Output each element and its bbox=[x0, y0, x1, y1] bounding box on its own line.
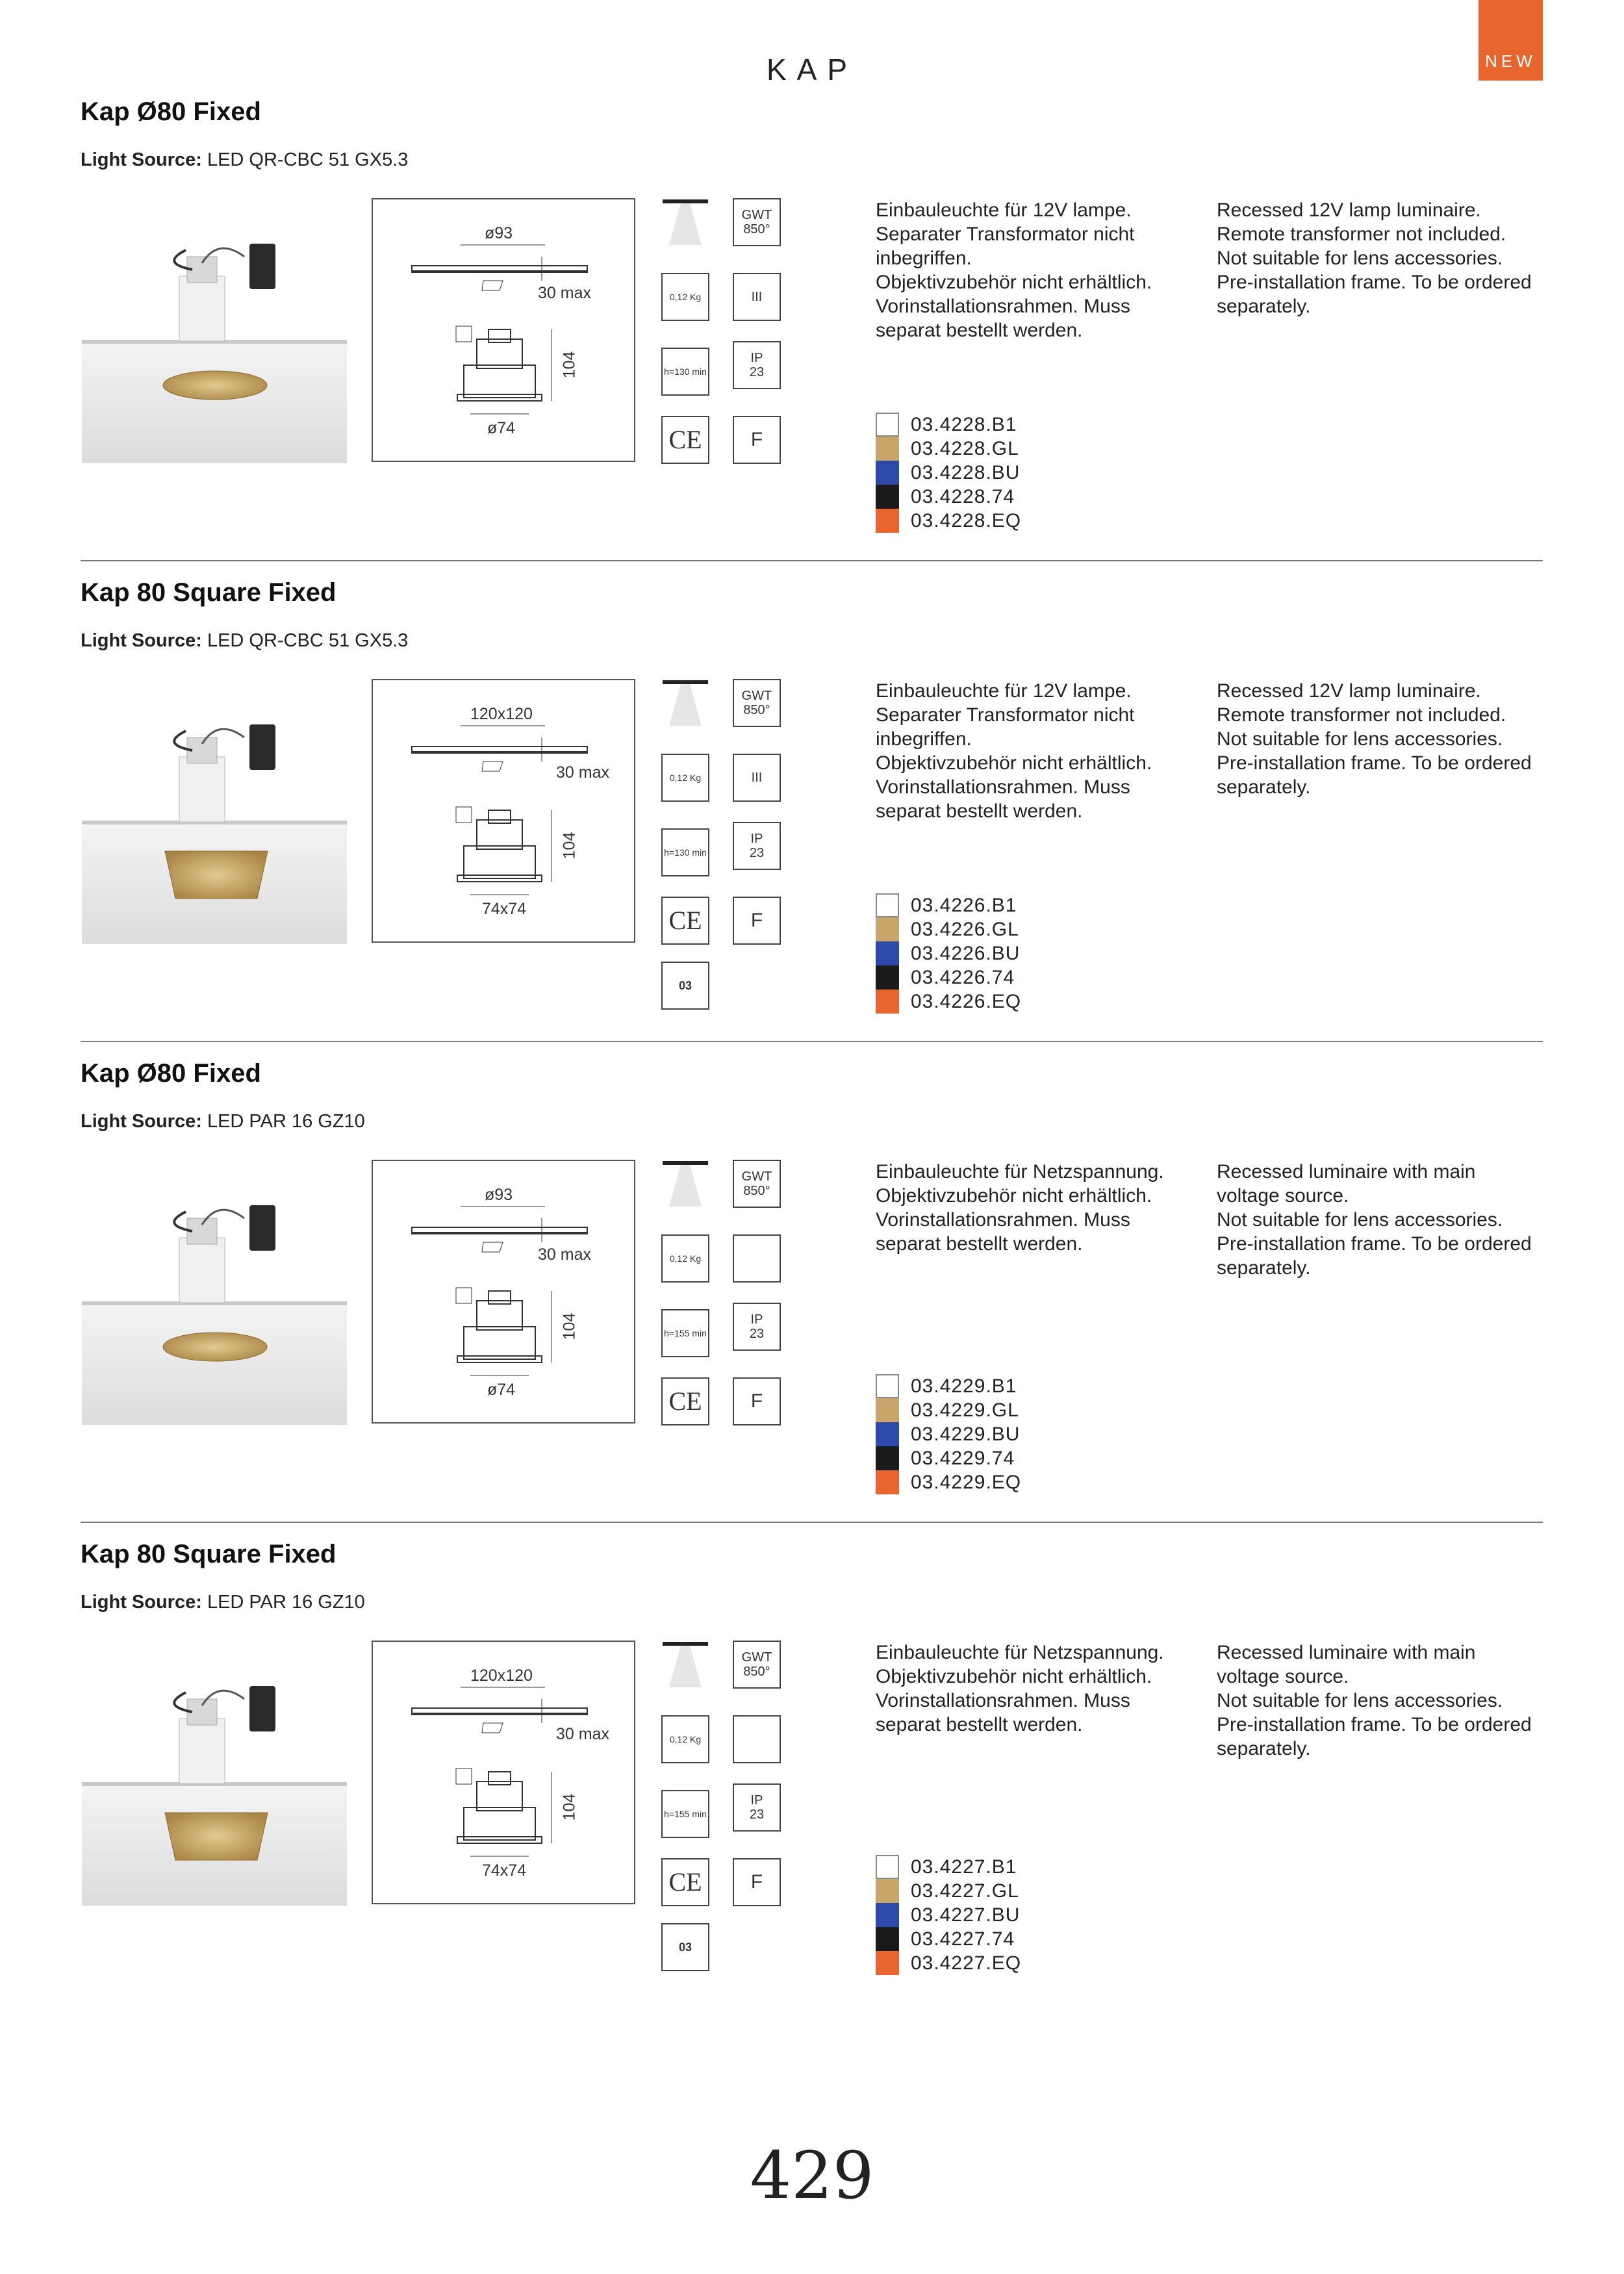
ce-mark-icon-label: CE bbox=[668, 906, 702, 935]
description-en: Recessed 12V lamp luminaire. Remote transformer not included. Not suitable for lens accessories. Pre-installation frame. To be ordered separately. bbox=[1217, 199, 1532, 317]
mounting-height-icon bbox=[661, 1790, 709, 1838]
gwt-icon-content bbox=[742, 1169, 772, 1198]
light-source-value: LED PAR 16 GZ10 bbox=[207, 1111, 365, 1132]
light-source-label: Light Source: bbox=[81, 1592, 202, 1613]
mounting-height-icon-label: h=155 min bbox=[664, 1809, 707, 1819]
light-source-value: LED PAR 16 GZ10 bbox=[207, 1592, 365, 1613]
product-section bbox=[0, 578, 1624, 1059]
dim-height: 104 bbox=[560, 351, 579, 379]
code-row bbox=[876, 437, 1021, 461]
code-row bbox=[876, 1855, 1021, 1879]
code-row bbox=[876, 1398, 1021, 1422]
light-source bbox=[81, 1592, 365, 1613]
ce-mark-icon-content bbox=[668, 425, 702, 454]
code-text: 03.4229.GL bbox=[911, 1399, 1019, 1421]
article-codes bbox=[876, 893, 1021, 1014]
product-title: Kap 80 Square Fixed bbox=[81, 1540, 336, 1568]
ip-icon-value: 23 bbox=[749, 1808, 765, 1822]
f-mark-icon bbox=[733, 416, 781, 464]
beam-icon bbox=[661, 1641, 709, 1689]
f-mark-icon-label: F bbox=[750, 1390, 763, 1412]
light-source bbox=[81, 149, 408, 171]
class-icon-content bbox=[752, 290, 763, 304]
f-mark-icon bbox=[733, 1377, 781, 1425]
mounting-height-icon bbox=[661, 348, 709, 396]
gwt-icon-label: GWT bbox=[741, 1169, 772, 1184]
code-row bbox=[876, 1374, 1021, 1398]
gwt-icon-value: 850° bbox=[743, 222, 770, 236]
dim-side: 30 max bbox=[556, 763, 609, 782]
technical-drawing bbox=[372, 1641, 635, 1904]
color-swatch bbox=[876, 1879, 899, 1903]
ce-mark-icon bbox=[661, 897, 709, 945]
code-text: 03.4229.EQ bbox=[911, 1471, 1022, 1493]
product-photo bbox=[82, 1160, 347, 1425]
description-en: Recessed luminaire with main voltage source. Not suitable for lens accessories. Pre-installation frame. To be ordered separately. bbox=[1217, 1642, 1532, 1759]
code-text: 03.4228.GL bbox=[911, 437, 1019, 459]
new-badge: NEW bbox=[1478, 0, 1543, 81]
light-source-value: LED QR-CBC 51 GX5.3 bbox=[207, 149, 409, 170]
dim-top: 120x120 bbox=[470, 1667, 533, 1685]
gwt-icon bbox=[733, 679, 781, 727]
code-row bbox=[876, 990, 1021, 1014]
gwt-icon-label: GWT bbox=[741, 1650, 772, 1665]
page-number: 429 bbox=[750, 2138, 874, 2214]
code-text: 03.4226.EQ bbox=[911, 990, 1022, 1012]
f-mark-icon-label: F bbox=[750, 910, 763, 931]
color-swatch bbox=[876, 485, 899, 509]
dim-top: 120x120 bbox=[470, 705, 533, 723]
product-title: Kap Ø80 Fixed bbox=[81, 1059, 261, 1088]
product-section bbox=[0, 97, 1624, 578]
code-text: 03.4228.BU bbox=[911, 461, 1021, 483]
beam-icon bbox=[661, 679, 709, 727]
weight-icon bbox=[661, 1715, 709, 1763]
ip-icon-label: IP bbox=[750, 1312, 763, 1327]
ip-icon-value: 23 bbox=[749, 365, 765, 379]
code-text: 03.4226.GL bbox=[911, 918, 1019, 940]
beam-icon bbox=[661, 1160, 709, 1208]
code-text: 03.4229.74 bbox=[911, 1447, 1015, 1469]
dim-height: 104 bbox=[560, 1793, 579, 1821]
color-swatch bbox=[876, 437, 899, 461]
mounting-height-icon-content bbox=[664, 1807, 707, 1821]
color-swatch bbox=[876, 1446, 899, 1470]
description-de: Einbauleuchte für Netzspannung. Objektivzubehör nicht erhältlich. Vorinstallationsrahmen. Muss separat bestellt werden. bbox=[876, 1642, 1164, 1735]
dim-bottom: 74x74 bbox=[482, 1861, 527, 1880]
weight-icon bbox=[661, 1234, 709, 1283]
weight-icon-content bbox=[670, 290, 701, 304]
gwt-icon-value: 850° bbox=[743, 703, 770, 717]
weight-icon-label: 0,12 Kg bbox=[669, 1253, 702, 1264]
f-mark-icon-label: F bbox=[750, 429, 763, 450]
code-text: 03.4226.BU bbox=[911, 942, 1021, 964]
mounting-height-icon bbox=[661, 828, 709, 876]
dim-side: 30 max bbox=[556, 1725, 609, 1743]
code-row bbox=[876, 413, 1021, 437]
f-mark-icon-content bbox=[750, 429, 763, 450]
code-row bbox=[876, 1879, 1021, 1903]
weight-icon bbox=[661, 273, 709, 321]
ce-mark-icon bbox=[661, 416, 709, 464]
code-text: 03.4228.EQ bbox=[911, 509, 1022, 531]
ip-icon-value: 23 bbox=[749, 846, 765, 860]
ip-icon-label: IP bbox=[750, 351, 763, 365]
ip-icon-content bbox=[750, 1312, 764, 1341]
code-text: 03.4228.74 bbox=[911, 485, 1015, 507]
ip-icon bbox=[733, 341, 781, 389]
technical-drawing bbox=[372, 1160, 635, 1424]
article-codes bbox=[876, 413, 1021, 533]
color-swatch bbox=[876, 917, 899, 941]
class-icon bbox=[733, 754, 781, 802]
code-text: 03.4229.BU bbox=[911, 1423, 1021, 1445]
light-source-label: Light Source: bbox=[81, 630, 202, 651]
certification-icon: 03 bbox=[661, 1923, 709, 1971]
light-source bbox=[81, 1111, 365, 1132]
product-photo bbox=[82, 198, 347, 463]
gwt-icon-content bbox=[742, 689, 772, 717]
code-row bbox=[876, 1446, 1021, 1470]
code-row bbox=[876, 461, 1021, 485]
dim-bottom: ø74 bbox=[487, 1381, 516, 1399]
class-icon bbox=[733, 1715, 781, 1763]
color-swatch bbox=[876, 1951, 899, 1975]
gwt-icon bbox=[733, 198, 781, 246]
gwt-icon-content bbox=[742, 208, 772, 236]
f-mark-icon-content bbox=[750, 1871, 763, 1893]
ip-icon-content bbox=[750, 832, 764, 860]
code-row bbox=[876, 509, 1021, 533]
color-swatch bbox=[876, 1855, 899, 1879]
f-mark-icon-content bbox=[750, 910, 763, 931]
code-text: 03.4226.74 bbox=[911, 966, 1015, 988]
weight-icon bbox=[661, 754, 709, 802]
mounting-height-icon-label: h=155 min bbox=[664, 1328, 707, 1338]
gwt-icon-content bbox=[742, 1650, 772, 1679]
color-swatch bbox=[876, 941, 899, 965]
dim-bottom: 74x74 bbox=[482, 900, 527, 918]
light-source bbox=[81, 630, 408, 652]
product-title: Kap 80 Square Fixed bbox=[81, 578, 336, 607]
description-de: Einbauleuchte für Netzspannung. Objektivzubehör nicht erhältlich. Vorinstallationsrahmen. Muss separat bestellt werden. bbox=[876, 1161, 1164, 1255]
ce-mark-icon-label: CE bbox=[668, 1386, 702, 1416]
section-divider bbox=[81, 1041, 1543, 1042]
light-source-label: Light Source: bbox=[81, 149, 202, 170]
description-en: Recessed 12V lamp luminaire. Remote transformer not included. Not suitable for lens accessories. Pre-installation frame. To be ordered separately. bbox=[1217, 680, 1532, 798]
color-swatch bbox=[876, 965, 899, 990]
weight-icon-content bbox=[670, 1732, 701, 1746]
article-codes bbox=[876, 1855, 1021, 1975]
code-text: 03.4226.B1 bbox=[911, 894, 1017, 916]
ip-icon-value: 23 bbox=[749, 1327, 765, 1341]
f-mark-icon bbox=[733, 1858, 781, 1906]
technical-drawing bbox=[372, 198, 635, 462]
certification-icon: 03 bbox=[661, 962, 709, 1010]
code-row bbox=[876, 485, 1021, 509]
code-text: 03.4229.B1 bbox=[911, 1375, 1017, 1397]
gwt-icon-label: GWT bbox=[741, 689, 772, 703]
code-text: 03.4227.B1 bbox=[911, 1856, 1017, 1878]
technical-drawing bbox=[372, 679, 635, 943]
color-swatch bbox=[876, 509, 899, 533]
weight-icon-label: 0,12 Kg bbox=[669, 773, 702, 783]
code-row bbox=[876, 1951, 1021, 1975]
mounting-height-icon-content bbox=[664, 1326, 707, 1340]
code-row bbox=[876, 893, 1021, 917]
ip-icon bbox=[733, 822, 781, 870]
color-swatch bbox=[876, 1398, 899, 1422]
color-swatch bbox=[876, 1374, 899, 1398]
product-section bbox=[0, 1540, 1624, 2021]
code-row bbox=[876, 965, 1021, 990]
ce-mark-icon-content bbox=[668, 1386, 702, 1416]
description-en: Recessed luminaire with main voltage source. Not suitable for lens accessories. Pre-installation frame. To be ordered separately. bbox=[1217, 1161, 1532, 1279]
weight-icon-label: 0,12 Kg bbox=[669, 292, 702, 302]
f-mark-icon-label: F bbox=[750, 1871, 763, 1893]
code-text: 03.4227.EQ bbox=[911, 1952, 1022, 1974]
color-swatch bbox=[876, 461, 899, 485]
ce-mark-icon-label: CE bbox=[668, 1867, 702, 1897]
color-swatch bbox=[876, 1470, 899, 1494]
code-row bbox=[876, 1903, 1021, 1927]
dim-height: 104 bbox=[560, 832, 579, 860]
mounting-height-icon-label: h=130 min bbox=[664, 847, 707, 858]
ce-mark-icon bbox=[661, 1858, 709, 1906]
mounting-height-icon-content bbox=[664, 364, 707, 379]
f-mark-icon bbox=[733, 897, 781, 945]
weight-icon-label: 0,12 Kg bbox=[669, 1734, 702, 1744]
ip-icon-content bbox=[750, 1793, 764, 1822]
description-de: Einbauleuchte für 12V lampe. Separater Transformator nicht inbegriffen. Objektivzubehör nicht erhältlich. Vorinstallationsrahmen. Muss separat bestellt werden. bbox=[876, 680, 1152, 822]
class-icon bbox=[733, 1234, 781, 1283]
beam-icon bbox=[661, 198, 709, 246]
code-row bbox=[876, 1470, 1021, 1494]
class-icon-content bbox=[752, 771, 763, 785]
dim-top: ø93 bbox=[485, 224, 513, 242]
dim-side: 30 max bbox=[538, 284, 591, 302]
gwt-icon-label: GWT bbox=[741, 208, 772, 222]
color-swatch bbox=[876, 413, 899, 437]
color-swatch bbox=[876, 990, 899, 1014]
class-icon-label: III bbox=[751, 290, 763, 304]
color-swatch bbox=[876, 893, 899, 917]
ce-mark-icon-content bbox=[668, 1867, 702, 1897]
code-row bbox=[876, 1927, 1021, 1951]
color-swatch bbox=[876, 1422, 899, 1446]
mounting-height-icon-content bbox=[664, 845, 707, 860]
dim-side: 30 max bbox=[538, 1246, 591, 1264]
code-text: 03.4227.GL bbox=[911, 1880, 1019, 1902]
gwt-icon bbox=[733, 1641, 781, 1689]
mounting-height-icon bbox=[661, 1309, 709, 1357]
brand-title: KAP bbox=[766, 53, 858, 86]
product-photo bbox=[82, 679, 347, 944]
dim-height: 104 bbox=[560, 1312, 579, 1340]
article-codes bbox=[876, 1374, 1021, 1494]
gwt-icon bbox=[733, 1160, 781, 1208]
f-mark-icon-content bbox=[750, 1390, 763, 1412]
ip-icon-label: IP bbox=[750, 1793, 763, 1808]
dim-bottom: ø74 bbox=[487, 419, 516, 437]
weight-icon-content bbox=[670, 771, 701, 785]
mounting-height-icon-label: h=130 min bbox=[664, 366, 707, 377]
section-divider bbox=[81, 1522, 1543, 1523]
ce-mark-icon-label: CE bbox=[668, 425, 702, 454]
gwt-icon-value: 850° bbox=[743, 1184, 770, 1198]
ce-mark-icon-content bbox=[668, 906, 702, 935]
product-photo bbox=[82, 1641, 347, 1906]
class-icon bbox=[733, 273, 781, 321]
ip-icon-content bbox=[750, 351, 764, 379]
dim-top: ø93 bbox=[485, 1186, 513, 1204]
ip-icon-label: IP bbox=[750, 832, 763, 846]
color-swatch bbox=[876, 1903, 899, 1927]
section-divider bbox=[81, 560, 1543, 561]
color-swatch bbox=[876, 1927, 899, 1951]
code-text: 03.4228.B1 bbox=[911, 413, 1017, 435]
code-row bbox=[876, 1422, 1021, 1446]
code-text: 03.4227.BU bbox=[911, 1904, 1021, 1926]
product-section bbox=[0, 1059, 1624, 1540]
code-row bbox=[876, 917, 1021, 941]
ip-icon bbox=[733, 1303, 781, 1351]
product-title: Kap Ø80 Fixed bbox=[81, 97, 261, 126]
code-text: 03.4227.74 bbox=[911, 1928, 1015, 1950]
weight-icon-content bbox=[670, 1251, 701, 1266]
light-source-label: Light Source: bbox=[81, 1111, 202, 1132]
class-icon-label: III bbox=[751, 771, 763, 785]
ce-mark-icon bbox=[661, 1377, 709, 1425]
description-de: Einbauleuchte für 12V lampe. Separater Transformator nicht inbegriffen. Objektivzubehör nicht erhältlich. Vorinstallationsrahmen. Muss separat bestellt werden. bbox=[876, 199, 1152, 341]
gwt-icon-value: 850° bbox=[743, 1665, 770, 1679]
ip-icon bbox=[733, 1783, 781, 1832]
light-source-value: LED QR-CBC 51 GX5.3 bbox=[207, 630, 409, 651]
code-row bbox=[876, 941, 1021, 965]
